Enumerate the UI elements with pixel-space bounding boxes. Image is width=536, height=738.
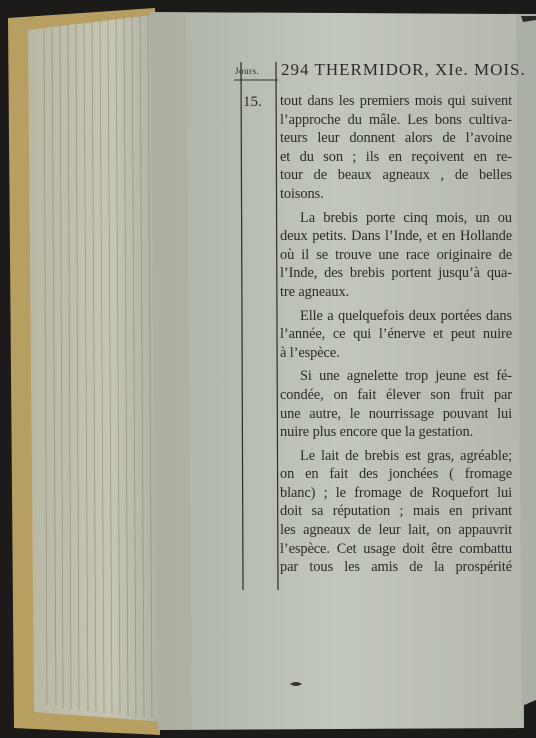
paragraph [280, 209, 512, 302]
paragraph [280, 307, 512, 363]
text-line: les agneaux de leur lait, on appauvrit [280, 522, 512, 539]
text-line: tout dans les premiers mois qui suivent [280, 93, 512, 109]
text-line: toisons. [280, 185, 324, 202]
page-stack-edge [28, 14, 165, 722]
text-line: on en fait des jonchées ( fromage [280, 466, 512, 483]
paragraph [280, 92, 512, 204]
text-line: et du son ; ils en reçoivent en re- [280, 148, 512, 165]
text-line: Elle a quelquefois deux portées dans [300, 307, 512, 324]
paragraph [280, 447, 512, 577]
text-line: tre agneaux. [280, 283, 350, 300]
paragraph [280, 367, 512, 441]
text-line: l’approche du mâle. Les bons cultiva- [280, 111, 512, 128]
running-header [231, 58, 526, 84]
jours-label: Jours. [235, 66, 260, 76]
text-line: l’espèce. Cet usage doit être combattu [280, 540, 512, 557]
page-header-title: 294 THERMIDOR, XIe. MOIS. [281, 60, 526, 79]
text-line: doit sa réputation ; mais en privant [280, 503, 512, 520]
text-line: l’Inde, des brebis portent jusqu’à qua- [280, 265, 512, 282]
text-line: tour de beaux agneaux , de belles [280, 167, 512, 184]
text-line: Si une agnelette trop jeune est fé- [300, 368, 512, 385]
body-text [280, 92, 512, 577]
text-line: condée, on fait élever son fruit par [280, 386, 512, 403]
text-line: nuire plus encore que la gestation. [280, 424, 474, 441]
text-line: à l’espèce. [280, 344, 340, 361]
text-line: deux petits. Dans l’Inde, et en Hollande [280, 228, 512, 245]
text-line: teurs leur donnent alors de l’avoine [280, 130, 512, 147]
text-line: l’année, ce qui l’énerve et peut nuire [280, 326, 512, 343]
text-line: par tous les amis de la prospérité [280, 559, 512, 576]
text-line: blanc) ; le fromage de Roquefort lui [280, 484, 512, 501]
text-line: une autre, le nourrissage pouvant lui [280, 405, 512, 422]
day-number: 15. [243, 94, 262, 110]
text-line: La brebis porte cinq mois, un ou [300, 209, 512, 226]
text-line: Le lait de brebis est gras, agréable; [300, 447, 512, 464]
text-line: où il se trouve une race originaire de [280, 246, 512, 263]
